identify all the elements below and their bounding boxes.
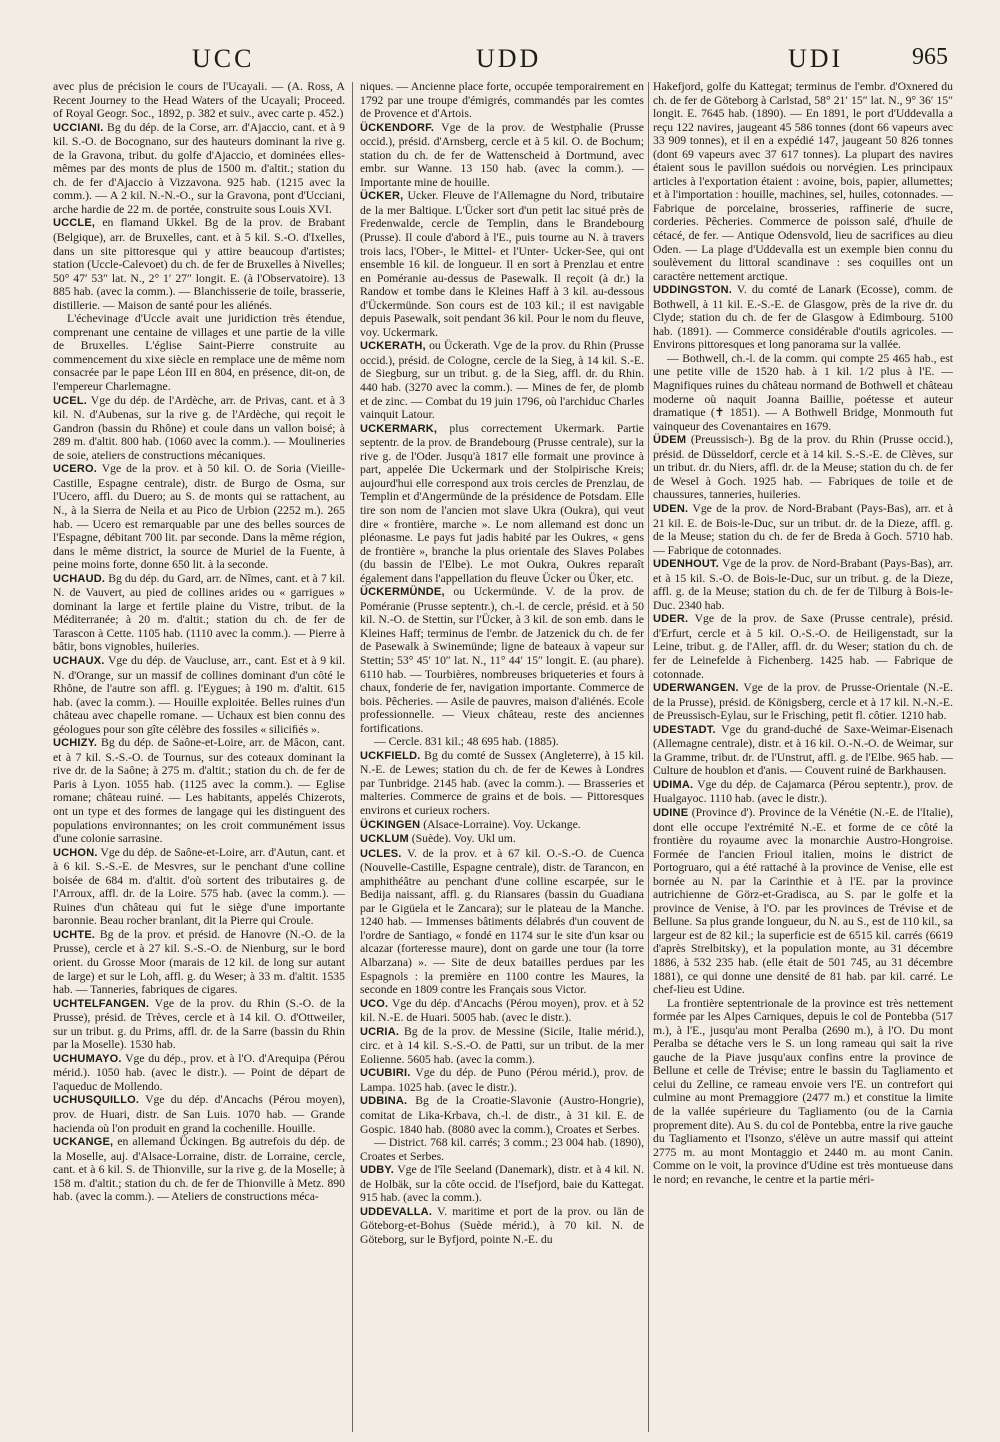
entry-headword: UDENHOUT.: [653, 558, 719, 571]
entry-headword: ÜCKER,: [360, 190, 404, 203]
entry-headword: UDINE: [653, 806, 689, 819]
dictionary-entry: [53, 654, 345, 736]
entry-headword: UCKFIELD.: [360, 749, 421, 762]
entry-text: L'échevinage d'Uccle avait une juridiction très étendue, comprenant une centaine de villages et une partie de la ville de Bruxelles. L'église Saint-Pierre construite au commencement du xixe siècle en remplace une de même nom consacrée par le pape Léon III en 804, en présence, dit-on, de l'empereur Charlemagne.: [53, 312, 345, 394]
entry-text: Vge de la prov. de Westphalie (Prusse occid.), présid. d'Arnsberg, cercle et à 5 kil. O. de Bochum; station du ch. de fer de Wattenscheid à Dortmund, avec embr. sur Wanne. 13 150 hab. (avec la comm.). — Importante mine de houille.: [360, 120, 644, 189]
dictionary-entry: [360, 1025, 644, 1067]
entry-headword: UCO.: [360, 997, 389, 1010]
entry-text: plus correctement Ukermark. Partie septentr. de la prov. de Brandebourg (Prusse centrale), sur la rive g. de l'Oder. Jusqu'à 1817 elle formait une province à part, appelée Die Uckermark und der Stolpirische Kreis; aujourd'hui elle correspond aux trois cercles de Prenzlau, de Templin et d'Angermünde de la présidence de Potsdam. Elle tire son nom de l'ancien mot slave Ukra (Oukra), qui veut dire « frontière, marche ». Le nom allemand est donc un pléonasme. Le pays fut jadis habité par les Oukres, « gens de frontière », branche la plus orientale des Slaves Polabes (du bassin de l'Elbe). Le mot Oukra, Oukres reparaît également dans l'appellation du fleuve Ücker ou Üker, etc.: [360, 421, 644, 585]
entry-paragraph: [653, 352, 953, 433]
entry-paragraph: [653, 80, 953, 283]
entry-paragraph: [653, 997, 953, 1187]
entry-text: — Bothwell, ch.-l. de la comm. qui compte 25 465 hab., est une petite ville de 1520 hab. à 1 kil. 1/2 plus à l'E. — Magnifiques ruines du château normand de Bothwell et château moderne où naquit Joanna Baillie, poétesse et auteur dramatique (✝ 1851). — A Bothwell Bridge, Monmouth fut vainqueur des Covenantaires en 1679.: [653, 351, 953, 433]
page-header: [0, 44, 1000, 84]
entry-text: Vge de la prov. de Nord-Brabant (Pays-Bas), arr. et à 21 kil. E. de Bois-le-Duc, sur un tribut. dr. de la Dieze, affl. g. de la Meuse; station du ch. de fer de Breda à Goch. 5710 hab. — Fabrique de cotonnades.: [653, 501, 953, 557]
dictionary-entry: [360, 1094, 644, 1136]
entry-headword: UCEL.: [53, 394, 87, 407]
entry-paragraph: [53, 80, 345, 121]
dictionary-entry: [360, 339, 644, 421]
entry-headword: UCHUSQUILLO.: [53, 1094, 140, 1107]
entry-text: Bg de la prov. de Messine (Sicile, Italie mérid.), circ. et à 14 kil. S.-S.-O. de Patti, sur un tribut. de la mer Eolienne. 5605 hab. (avec la comm.).: [360, 1024, 644, 1066]
dictionary-entry: [360, 818, 644, 833]
dictionary-entry: [53, 997, 345, 1052]
entry-paragraph: [53, 312, 345, 393]
entry-headword: UCCIANI.: [53, 121, 104, 134]
entry-text: (Suède). Voy. Ukl um.: [411, 832, 516, 846]
entry-headword: UDERWANGEN.: [653, 682, 739, 695]
dictionary-entry: [653, 283, 953, 352]
entry-text: Vge du dép. de Vaucluse, arr., cant. Est et à 9 kil. N. d'Orange, sur un massif de collines dominant d'un côté le Rhône, de l'autre son affl. g. l'Eygues; à 190 m. d'altit. 615 hab. (avec la comm.). — Houille exploitée. Belles ruines d'un château avec chapelle romane. — Uchaux est bien connu des géologues pour son gîte célèbre des fossiles « siliciﬁés ».: [53, 653, 345, 736]
entry-headword: UCHTE.: [53, 928, 96, 941]
entry-headword: UDBY.: [360, 1164, 395, 1177]
entry-headword: UCHTELFANGEN.: [53, 997, 150, 1010]
dictionary-entry: [360, 749, 644, 818]
entry-headword: UDESTADT.: [653, 723, 716, 736]
entry-paragraph: [360, 80, 644, 121]
dictionary-entry: [653, 612, 953, 681]
entry-text: Vge du dép., prov. et à l'O. d'Arequipa (Pérou mérid.). 1050 hab. (avec le distr.). — Point de départ de l'aqueduc de Mollendo.: [53, 1051, 345, 1093]
column-rule-right: [648, 82, 649, 1432]
column-1: [53, 80, 345, 1432]
dictionary-entry: [360, 832, 644, 847]
entry-text: Vge du dép. de Puno (Pérou mérid.), prov. de Lampa. 1025 hab. (avec le distr.).: [360, 1066, 644, 1094]
entry-headword: UCKERMARK,: [360, 422, 438, 435]
entry-text: Vge de la prov. de Saxe (Prusse centrale), présid. d'Erfurt, cercle et à 5 kil. O.-S.-O. de Heiligenstadt, sur la Leine, tribut. g. de l'Aller, affl. dr. du Weser; station du ch. de fer de Leinefelde à Fichenberg. 1425 hab. — Fabrique de cotonnade.: [653, 612, 953, 681]
entry-paragraph: [360, 1136, 644, 1163]
entry-headword: UDIMA.: [653, 778, 694, 791]
entry-text: Bg du dép. du Gard, arr. de Nîmes, cant. et à 7 kil. N. de Vauvert, au pied de collines arides ou « garrigues » dominant la large et fertile plaine du Vistre, tribut. de la Méditerranée; à 20 m. d'altit.; station du ch. de fer de Tarascon à Cette. 1105 hab. (1110 avec la comm.). — Pierre à bâtir, bons vignobles, huileries.: [53, 571, 345, 654]
entry-text: (Preussisch-). Bg de la prov. du Rhin (Prusse occid.), présid. de Düsseldorf, cercle et à 14 kil. S.-S.-E. de Clèves, sur un tribut. dr. du Niers, affl. dr. de la Meuse; station du ch. de fer de Wesel à Goch. 1925 hab. — Fabriques de toile et de chaussures, tanneries, huileries.: [653, 433, 953, 502]
entry-headword: UCERO.: [53, 463, 97, 476]
entry-paragraph: [360, 735, 644, 749]
entry-headword: UDDEVALLA.: [360, 1205, 433, 1218]
entry-text: Bg du dép. de Saône-et-Loire, arr. de Mâcon, cant. et à 7 kil. S.-S.-O. de Tournus, sur des coteaux dominant la rive dr. de la Saône; à 275 m. d'altit.; station du ch. de fer de Paris à Lyon. 1055 hab. (1125 avec la comm.). — Eglise romane; château ruiné. — Les habitants, appelés Chizerots, ont un type et des formes de langage qui les distinguent des populations environnantes; on les croit communément issus d'une colonie sarrasine.: [53, 736, 345, 846]
dictionary-entry: [360, 997, 644, 1025]
dictionary-entry: [53, 928, 345, 997]
dictionary-entry: [360, 1205, 644, 1247]
entry-text: — District. 768 kil. carrés; 3 comm.; 23 004 hab. (1890), Croates et Serbes.: [360, 1136, 644, 1163]
entry-headword: UDEN.: [653, 502, 689, 515]
entry-text: La frontière septentrionale de la province est très nettement formée par les Alpes Carniques, depuis le col de Pontebba (517 m.), à l'E., jusqu'au mont Peralba (2690 m.), à l'O. Du mont Peralba se détache vers le S. un long rameau qui sait la rive gauche de la Piave jusqu'aux confins entre la province de Bellune et celle de Trévise; entre le bassin du Tagliamento et celui du Zelline, ce rameau envoie vers l'E. un contrefort qui culmine au mont Premaggiore (2477 m.) et constitue la limite de la vallée supérieure du Tagliamento (ou de la Carnia proprement dite). Au S. du col de Pontebba, entre la rive gauche du Tagliamento et l'Isonzo, s'élève un autre massif qui atteint 2775 m. au mont Montaggio et 2440 m. au mont Canin. Comme on le voit, la province d'Udine est très montueuse dans le nord; en revanche, le centre et la partie méri-: [653, 996, 953, 1186]
entry-headword: UCHAUX.: [53, 654, 105, 667]
dictionary-entry: [653, 557, 953, 612]
entry-headword: UCKERATH,: [360, 340, 426, 353]
entry-text: en flamand Ukkel. Bg de la prov. de Brabant (Belgique), arr. de Bruxelles, cant. et à 5 kil. S.-O. d'Ixelles, dans un site pittoresque qui y attire beaucoup d'artistes; station (Uccle-Calevoet) du ch. de fer de Bruxelles à Nivelles; 50° 47′ 53″ lat. N., 2° 1′ 27″ longit. E. (à l'Observatoire). 13 885 hab. (avec la comm.). — Blanchisserie de toile, brasserie, distillerie. — Maison de santé pour les aliénés.: [53, 216, 345, 312]
entry-text: Vge de la prov. du Rhin (S.-O. de la Prusse), présid. de Trèves, cercle et à 14 kil. O. d'Ottweiler, sur un tribut. g. du Prims, affl. dr. de la Sarre (bassin du Rhin par la Moselle). 1530 hab.: [53, 996, 345, 1052]
entry-text: Bg de la Croatie-Slavonie (Austro-Hongrie), comitat de Lika-Krbava, ch.-l. de distr., à 31 kil. E. de Gospic. 1840 hab. (8080 avec la comm.), Croates et Serbes.: [360, 1094, 644, 1136]
dictionary-entry: [653, 723, 953, 778]
entry-headword: UCLES.: [360, 847, 402, 860]
entry-text: Bg de la prov. et présid. de Hanovre (N.-O. de la Prusse), cercle et à 27 kil. S.-S.-O. de Nienburg, sur le bord orient. du Grosse Moor (marais de 12 kil. de long sur autant de large) et sur le Loh, affl. g. du Weser; à 33 m. d'altit. 1535 hab. — Tanneries, fabriques de cigares.: [53, 927, 345, 997]
dictionary-entry: [360, 121, 644, 190]
dictionary-entry: [53, 216, 345, 312]
dictionary-entry: [360, 847, 644, 997]
dictionary-entry: [360, 189, 644, 339]
entry-headword: UCUBIRI.: [360, 1067, 411, 1080]
dictionary-entry: [653, 778, 953, 806]
entry-text: Bg du comté de Sussex (Angleterre), à 15 kil. N.-E. de Lewes; station du ch. de fer de Kewes à Londres par Tunbridge. 2145 hab. (avec la comm.). — Brasseries et malteries. Commerce de grains et de bois. — Pittoresques environs et curieux rochers.: [360, 748, 644, 817]
dictionary-entry: [653, 502, 953, 557]
entry-headword: UDBINA.: [360, 1095, 408, 1108]
entry-text: V. de la prov. et à 67 kil. O.-S.-O. de Cuenca (Nouvelle-Castille, Espagne centrale), distr. de Tarancon, en amphithéâtre au penchant d'une colline escarpée, sur le Bedija naissant, affl. g. du Riansares (bassin du Guadiana par le Gigüela et le Zancara); sur le plateau de la Manche. 1240 hab. — Immenses bâtiments délabrés d'un couvent de l'ordre de Santiago, « fondé en 1174 sur le site d'un ksar ou alcazar (forteresse maure), dont on garde une tour (la torre Albarzana) ». — Site de deux batailles perdues par les Espagnols : la première en 1100 contre les Maures, la seconde en 1809 contre les Français sous Victor.: [360, 846, 644, 997]
entry-headword: UCKLUM: [360, 833, 409, 846]
dictionary-entry: [53, 1135, 345, 1204]
entry-text: Bg du dép. de la Corse, arr. d'Ajaccio, cant. et à 9 kil. S.-O. de Bocognano, sur des hauteurs dominant la rive g. de la Gravona, tribut. du golfe d'Ajaccio, et dominées elles-mêmes par des monts de plus de 1500 m. d'altit.; station du ch. de fer d'Ajaccio à Vizzavona. 925 hab. (1215 avec la comm.). — A 2 kil. N.-N.-O., sur la Gravona, pont d'Ucciani, arche hardie de 22 m. de portée, construite sous Louis XVI.: [53, 120, 345, 216]
dictionary-entry: [653, 433, 953, 502]
dictionary-entry: [53, 1093, 345, 1135]
right-running-head: UDI: [788, 44, 844, 73]
entry-text: Vge du dép. d'Ancachs (Pérou moyen), prov. et à 52 kil. N.-E. de Huari. 5005 hab. (avec le distr.).: [360, 996, 644, 1025]
center-running-head: UDD: [476, 44, 542, 73]
page-number: 965: [912, 44, 948, 70]
entry-text: Vge de l'île Seeland (Danemark), distr. et à 4 kil. N. de Holbäk, sur la côte occid. de l'Isefjord, baie du Kattegat. 915 hab. (avec la comm.).: [360, 1163, 644, 1205]
entry-headword: ÜCKINGEN: [360, 818, 421, 831]
dictionary-entry: [53, 1052, 345, 1094]
dictionary-entry: [360, 585, 644, 735]
column-2: [360, 80, 644, 1432]
dictionary-entry: [53, 394, 345, 463]
column-rule-left: [352, 82, 353, 1432]
entry-headword: UCKANGE,: [53, 1136, 114, 1149]
entry-headword: UCHIZY.: [53, 737, 98, 750]
entry-text: Vge du dép. d'Ancachs (Pérou moyen), prov. de Huari, distr. de San Luis. 1070 hab. — Grande hacienda où l'on produit en grand la cochenille. Houille.: [53, 1093, 345, 1135]
dictionary-entry: [53, 462, 345, 571]
dictionary-entry: [53, 121, 345, 217]
entry-headword: UCHAUD.: [53, 572, 106, 585]
entry-text: V. maritime et port de la prov. ou län de Göteborg-et-Bohus (Suède mérid.), à 70 kil. N. de Göteborg, sur le Byfjord, pointe N.-E. du: [360, 1204, 644, 1246]
entry-text: ou Uckermünde. V. de la prov. de Poméranie (Prusse septentr.), ch.-l. de cercle, présid. et à 50 kil. N.-O. de Stettin, sur l'Ücker, à 3 kil. de son emb. dans le Kleines Haff; terminus de l'embr. de Jatzenick du ch. de fer de Pasewalk à Swinemünde; ligne de bateaux à vapeur sur Stettin; 53° 45′ 10″ lat. N., 11° 44′ 15″ longit. E. (au phare). 6110 hab. — Tourbières, nombreuses briqueteries et fours à chaux, fonderie de fer, navigation importante. Commerce de bois. Pêcheries. — Asile de pauvres, maison d'aliénés. Ecole professionnelle. — Vieux château, reste des anciennes fortifications.: [360, 585, 644, 735]
entry-text: (Alsace-Lorraine). Voy. Uckange.: [423, 817, 581, 831]
entry-text: en allemand Ückingen. Bg autrefois du dép. de la Moselle, auj. d'Alsace-Lorraine, distr. de Lorraine, cercle, cant. et à 6 kil. S. de Thionville, sur la rive g. de la Moselle; à 158 m. d'altit.; station du ch. de fer de Thionville à Metz. 890 hab. (avec la comm.). — Ateliers de constructions méca-: [53, 1135, 345, 1204]
column-3: [653, 80, 953, 1432]
entry-headword: UCHUMAYO.: [53, 1052, 122, 1065]
entry-text: Hakefjord, golfe du Kattegat; terminus de l'embr. d'Oxnered du ch. de fer de Göteborg à Carlstad, 58° 21′ 15″ lat. N., 9° 36′ 15″ longit. E. 7645 hab. (1890). — En 1891, le port d'Uddevalla a reçu 122 navires, jaugeant 45 586 tonnes (dont 66 vapeurs avec 33 909 tonnes), et il en a expédié 147, jaugeant 50 826 tonnes (dont 69 vapeurs avec 37 617 tonnes). La plupart des navires étaient sous le pavillon suédois ou norvégien. Les principaux articles à l'exportation étaient : avoine, bois, papier, allumettes; et à l'importation : houille, machines, sel, huiles, cotonnades. — Fabrique de porcelaine, brosseries, raffinerie de sucre, corderies. Pêcheries. Commerce de poisson salé, d'huile de cétacé, de fer. — Antique Odensvold, lieu de sacrifices au dieu Oden. — La plage d'Uddevalla est un exemple bien connu du soulèvement du littoral scandinave : ses coquilles ont un caractère nettement arctique.: [653, 80, 953, 283]
entry-text: Vge du grand-duché de Saxe-Weimar-Eisenach (Allemagne centrale), distr. et à 16 kil. O.-N.-O. de Weimar, sur la Gramme, tribut. dr. de l'Unstrut, affl. g. de l'Elbe. 965 hab. — Culture de houblon et d'anis. — Couvent ruiné de Barkhausen.: [653, 722, 953, 778]
entry-text: V. du comté de Lanark (Ecosse), comm. de Bothwell, à 11 kil. E.-S.-E. de Glasgow, près de la rive dr. du Clyde; station du ch. de fer de Glasgow à Edimbourg. 5100 hab. (1891). — Commerce considérable d'outils agricoles. — Environs pittoresques et long panorama sur la vallée.: [653, 283, 953, 352]
entry-headword: ÜDEM: [653, 434, 687, 447]
entry-headword: ÜCKERMÜNDE,: [360, 586, 445, 599]
dictionary-entry: [360, 1163, 644, 1205]
entry-text: Ucker. Fleuve de l'Allemagne du Nord, tributaire de la mer Baltique. L'Ücker sort d'un petit lac situé près de Fredenwalde, cercle de Templin, dans le Brandebourg (Prusse). Il coule d'abord à l'E., puis tourne au N. à travers trois lacs, l'Ober-, le Mittel- et l'Unter- Ucker-See, qui ont ensemble 16 kil. de longueur. Il en sort à Prenzlau et entre en Poméranie au-dessus de Pasewalk. Il reçoit (à dr.) la Randow et tombe dans le Kleines Haff à 3 kil. au-dessous d'Ückermünde. Son cours est de 103 kil.; il est navigable depuis Pasewalk, soit pendant 36 kil. Pour le nom du fleuve, voy. Uckermark.: [360, 189, 644, 339]
entry-text: Vge du dép. de Cajamarca (Pérou septentr.), prov. de Hualgayoc. 1110 hab. (avec le distr.).: [653, 777, 953, 806]
entry-text: — Cercle. 831 kil.; 48 695 hab. (1885).: [374, 735, 559, 749]
entry-text: Vge du dép. de Saône-et-Loire, arr. d'Autun, cant. et à 6 kil. S.-S.-E. de Mesvres, sur le penchant d'une colline boisée de 684 m. d'altit. d'où sortent des tributaires g. de l'Arroux, affl. dr. de la Loire. 575 hab. (avec la comm.). — Ruines d'un château qui fut le siège d'une importante baronnie. Beau rocher branlant, dit la Pierre qui Croule.: [53, 845, 345, 928]
dictionary-entry: [53, 572, 345, 654]
entry-text: Vge de la prov. de Prusse-Orientale (N.-E. de la Prusse), présid. de Königsberg, cercle et à 17 kil. N.-N.-E. de Preussisch-Eylau, sur le Frisching, petit fl. côtier. 1210 hab.: [653, 681, 953, 723]
entry-headword: UCHON.: [53, 846, 98, 859]
entry-headword: UCCLE,: [53, 217, 96, 230]
entry-text: Vge du dép. de l'Ardèche, arr. de Privas, cant. et à 3 kil. N. d'Aubenas, sur la rive g. de l'Ardèche, qui reçoit le Gandron (bassin du Rhône) et coule dans un vallon boisé; à 289 m. d'altit. 800 hab. (1060 avec la comm.). — Moulineries de soie, ateliers de constructions mécaniques.: [53, 393, 345, 462]
entry-text: (Province d'). Province de la Vénétie (N.-E. de l'Italie), dont elle occupe l'extrémité N.-E. et forme de ce côté la frontière du royaume avec la monarchie Austro-Hongroise. Formée de l'ancien Frioul italien, moins le district de Portogruaro, qui a été rattaché à la province de Venise, elle est bornée au N. par la Carinthie et à l'E. par la province autrichienne de Görz-et-Gradisca, au S. par le golfe et la province de Venise, à l'O. par les provinces de Trévise et de Bellune. Sa plus grande longueur, du N. au S., est de 110 kil., sa largeur est de 82 kil.; la superficie est de 6515 kil. carrés (6619 d'après Strelbitsky), et la population monte, au 31 décembre 1886, à 532 235 hab. (elle était de 501 745, au 31 décembre 1881), ce qui donne une densité de 81 hab. par kil. carré. Le chef-lieu est Udine.: [653, 805, 953, 997]
dictionary-entry: [653, 806, 953, 997]
dictionary-entry: [53, 846, 345, 928]
entry-headword: UDER.: [653, 613, 689, 626]
dictionary-entry: [53, 736, 345, 845]
entry-text: Vge de la prov. de Nord-Brabant (Pays-Bas), arr. et à 15 kil. S.-O. de Bois-le-Duc, sur un tribut. g. de la Dieze, affl. g. de la Meuse; station du ch. de fer de Tilburg à Bois-le-Duc. 2340 hab.: [653, 557, 953, 612]
entry-headword: UCRIA.: [360, 1025, 400, 1038]
entry-text: Vge de la prov. et à 50 kil. O. de Soria (Vieille-Castille, Espagne centrale), distr. de Burgo de Osma, sur l'Ucero, affl. du Duero; au S. de monts qui se rattachent, au N., à la Sierra de Neila et au Pico de Urbion (2252 m.). 265 hab. — Ucero est remarquable par une des belles sources de l'Espagne, débitant 700 lit. par seconde. Dans la même région, dans le même district, la source de Muriel de la Fuente, à peine moins forte, donne 650 lit. à la seconde.: [53, 462, 345, 572]
dictionary-entry: [653, 681, 953, 723]
entry-text: niques. — Ancienne place forte, occupée temporairement en 1792 par une troupe d'émigrés, commandés par les comtes de Provence et d'Artois.: [360, 80, 644, 121]
left-running-head: UCC: [192, 44, 255, 73]
entry-text: avec plus de précision le cours de l'Ucayali. — (A. Ross, A Recent Journey to the Head Waters of the Ucayali; Proceed. of Royal Geogr. Soc., 1892, p. 382 et suiv., avec carte p. 452.): [53, 80, 345, 121]
dictionary-entry: [360, 1066, 644, 1094]
entry-headword: ÜCKENDORF.: [360, 121, 435, 134]
dictionary-entry: [360, 422, 644, 586]
entry-text: ou Ückerath. Vge de la prov. du Rhin (Prusse occid.), présid. de Cologne, cercle de la Sieg, à 14 kil. S.-E. de Siegburg, sur un tribut. g. de la Sieg, affl. dr. du Rhin. 440 hab. (3270 avec la comm.). — Mines de fer, de plomb et de zinc. — Combat du 19 juin 1796, où l'archiduc Charles vainquit Latour.: [360, 339, 644, 422]
entry-headword: UDDINGSTON.: [653, 284, 733, 297]
